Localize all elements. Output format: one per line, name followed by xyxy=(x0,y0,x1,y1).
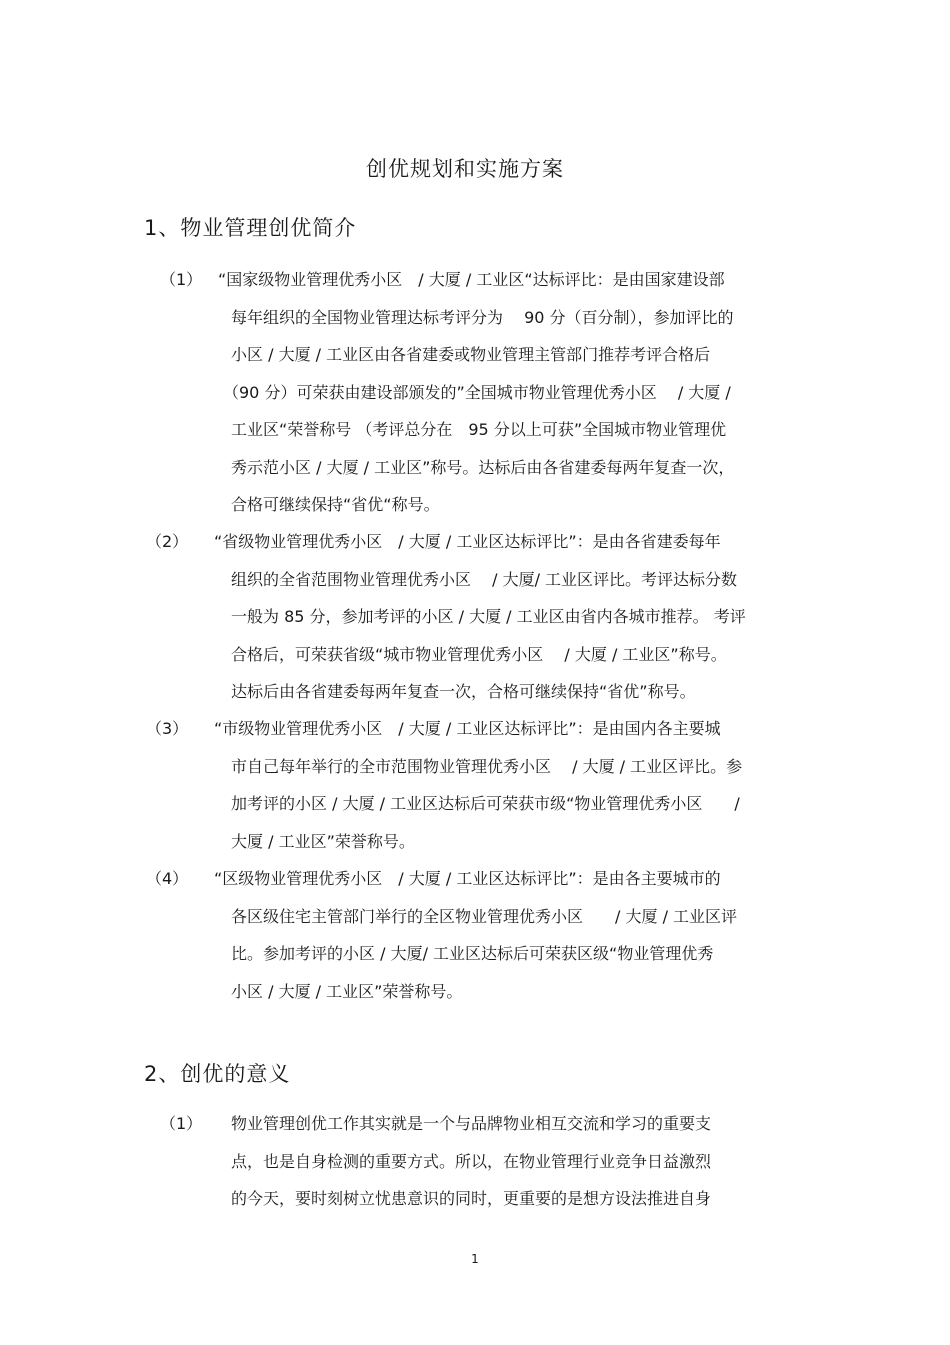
item-line: 组织的全省范围物业管理优秀小区 / 大厦/ 工业区评比。考评达标分数 xyxy=(231,569,738,589)
item-line: 小区 / 大厦 / 工业区由各省建委或物业管理主管部门推荐考评合格后 xyxy=(231,345,711,364)
item-first-line: “区级物业管理优秀小区 / 大厦 / 工业区达标评比”：是由各主要城市的 xyxy=(214,869,721,888)
item-line: 小区 / 大厦 / 工业区”荣誉称号。 xyxy=(231,981,463,1001)
item-line: 秀示范小区 / 大厦 / 工业区”称号。达标后由各省建委每两年复查一次， xyxy=(231,457,735,477)
list-item xyxy=(0,261,950,524)
list-item xyxy=(0,860,950,1010)
item-line: 合格后，可荣获省级“城市物业管理优秀小区 / 大厦 / 工业区”称号。 xyxy=(231,644,727,664)
item-line: （90 分）可荣获由建设部颁发的”全国城市物业管理优秀小区 / 大厦 / xyxy=(223,382,731,402)
section-2-heading: 2、创优的意义 xyxy=(144,1062,291,1086)
list-item xyxy=(0,710,950,860)
item-number: （4） xyxy=(146,869,189,888)
item-number: （2） xyxy=(146,532,189,551)
item-line: 每年组织的全国物业管理达标考评分为 90 分（百分制），参加评比的 xyxy=(231,307,734,327)
item-line: 点，也是自身检测的重要方式。所以，在物业管理行业竞争日益激烈 xyxy=(231,1151,712,1171)
item-line: 工业区“荣誉称号 （考评总分在 95 分以上可获”全国城市物业管理优 xyxy=(231,420,727,439)
item-first-line: “国家级物业管理优秀小区 / 大厦 / 工业区“达标评比：是由国家建设部 xyxy=(218,270,725,289)
item-line: 加考评的小区 / 大厦 / 工业区达标后可荣获市级“物业管理优秀小区 / xyxy=(231,794,740,813)
page-title: 创优规划和实施方案 xyxy=(366,157,564,181)
list-item xyxy=(0,523,950,711)
item-line: 比。参加考评的小区 / 大厦/ 工业区达标后可荣获区级“物业管理优秀 xyxy=(231,944,714,963)
list-item xyxy=(0,1105,950,1220)
item-first-line: 物业管理创优工作其实就是一个与品牌物业相互交流和学习的重要支 xyxy=(231,1114,712,1133)
item-first-line: “市级物业管理优秀小区 / 大厦 / 工业区达标评比”：是由国内各主要城 xyxy=(214,719,721,738)
item-first-line: “省级物业管理优秀小区 / 大厦 / 工业区达标评比”：是由各省建委每年 xyxy=(214,532,721,551)
item-number: （3） xyxy=(146,719,189,738)
item-line: 大厦 / 工业区”荣誉称号。 xyxy=(231,831,415,851)
item-line: 合格可继续保持“省优“称号。 xyxy=(231,495,440,514)
item-line: 达标后由各省建委每两年复查一次，合格可继续保持“省优”称号。 xyxy=(231,682,696,701)
item-line: 的今天，要时刻树立忧患意识的同时，更重要的是想方设法推进自身 xyxy=(231,1189,712,1208)
section-1-heading: 1、物业管理创优简介 xyxy=(144,216,357,240)
item-number: （1） xyxy=(160,1114,203,1133)
item-number: （1） xyxy=(160,270,203,289)
page-number: 1 xyxy=(471,1252,479,1266)
item-line: 市自己每年举行的全市范围物业管理优秀小区 / 大厦 / 工业区评比。参 xyxy=(231,756,743,776)
item-line: 一般为 85 分，参加考评的小区 / 大厦 / 工业区由省内各城市推荐。 考评 xyxy=(231,607,746,626)
item-line: 各区级住宅主管部门举行的全区物业管理优秀小区 / 大厦 / 工业区评 xyxy=(231,906,738,926)
